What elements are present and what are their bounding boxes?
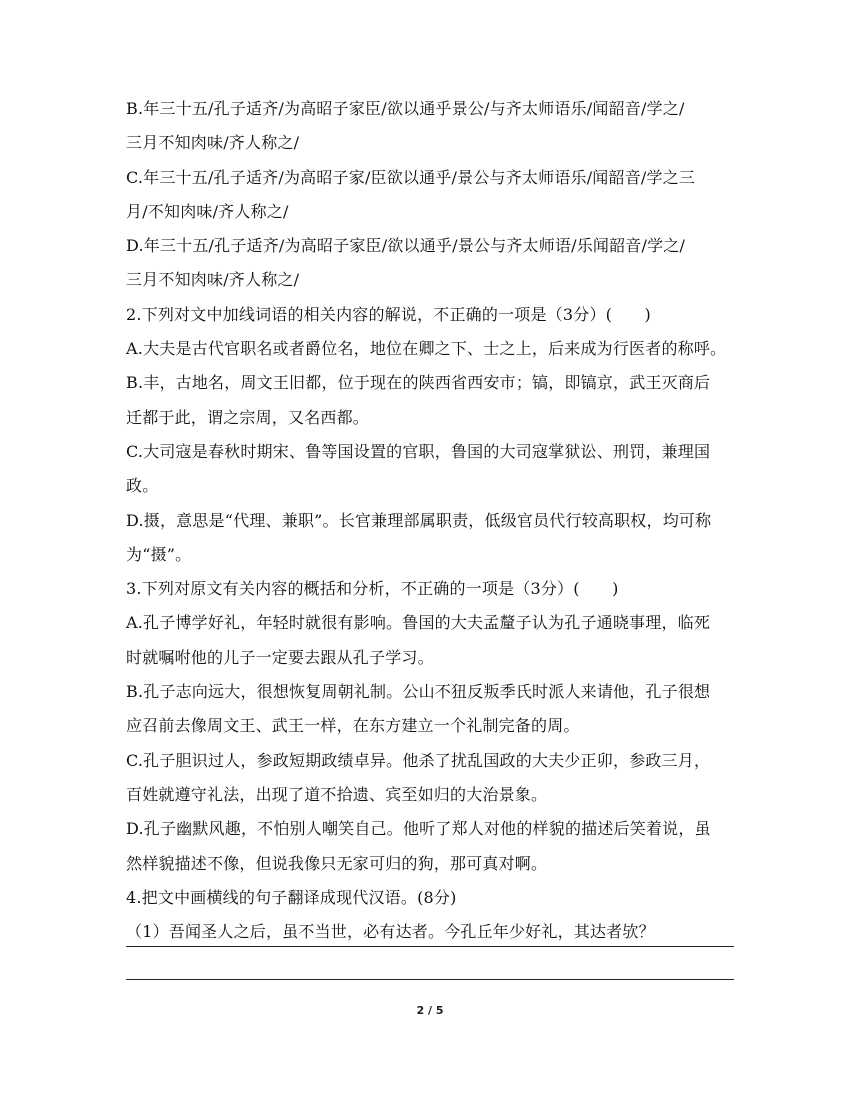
text-line: 三月不知肉味/齐人称之/ bbox=[126, 270, 300, 290]
answer-line bbox=[126, 946, 734, 947]
text-line: C.年三十五/孔子适齐/为高昭子家/臣欲以通乎/景公与齐太师语乐/闻韶音/学之三 bbox=[126, 167, 696, 187]
option-b: B.丰，古地名，周文王旧都，位于现在的陕西省西安市；镐，即镐京，武王灭商后 bbox=[126, 373, 711, 393]
option-a: A.孔子博学好礼，年轻时就很有影响。鲁国的大夫孟釐子认为孔子通晓事理，临死 bbox=[126, 613, 711, 633]
option-b: B.孔子志向远大，很想恢复周朝礼制。公山不狃反叛季氏时派人来请他，孔子很想 bbox=[126, 682, 711, 702]
text-line: 然样貌描述不像，但说我像只无家可归的狗，那可真对啊。 bbox=[126, 853, 548, 873]
text-line: 三月不知肉味/齐人称之/ bbox=[126, 133, 300, 153]
sentence-1: （1）吾闻圣人之后，虽不当世，必有达者。今孔丘年少好礼，其达者欤？ bbox=[126, 922, 655, 942]
option-c: C.孔子胆识过人，参政短期政绩卓异。他杀了扰乱国政的大夫少正卯，参政三月， bbox=[126, 750, 711, 770]
text-line: 百姓就遵守礼法，出现了道不拾遗、宾至如归的大治景象。 bbox=[126, 784, 548, 804]
text-line: 时就嘱咐他的儿子一定要去跟从孔子学习。 bbox=[126, 647, 434, 667]
answer-line bbox=[126, 979, 734, 980]
question-4-stem: 4.把文中画横线的句子翻译成现代汉语。(8分) bbox=[126, 887, 457, 907]
text-line: B.年三十五/孔子适齐/为高昭子家臣/欲以通乎景公/与齐太师语乐/闻韶音/学之/ bbox=[126, 99, 685, 118]
question-2-stem: 2.下列对文中加线词语的相关内容的解说，不正确的一项是（3分）( ) bbox=[126, 304, 651, 324]
option-c: C.大司寇是春秋时期宋、鲁等国设置的官职，鲁国的大司寇掌狱讼、刑罚，兼理国 bbox=[126, 441, 711, 461]
question-3-stem: 3.下列对原文有关内容的概括和分析，不正确的一项是（3分）( ) bbox=[126, 579, 619, 599]
text-line: 应召前去像周文王、武王一样，在东方建立一个礼制完备的周。 bbox=[126, 716, 580, 736]
page-number: 2 / 5 bbox=[416, 1004, 444, 1017]
text-line: 迁都于此，谓之宗周，又名西都。 bbox=[126, 407, 370, 427]
document-body bbox=[126, 92, 738, 949]
option-d: D.孔子幽默风趣，不怕别人嘲笑自己。他听了郑人对他的样貌的描述后笑着说，虽 bbox=[126, 819, 711, 839]
text-line: 政。 bbox=[126, 476, 159, 496]
text-line: D.年三十五/孔子适齐/为高昭子家臣/欲以通乎/景公与齐太师语/乐闻韶音/学之/ bbox=[126, 236, 686, 256]
option-a: A.大夫是古代官职名或者爵位名，地位在卿之下、士之上，后来成为行医者的称呼。 bbox=[126, 339, 727, 359]
answer-area bbox=[126, 946, 734, 1012]
text-line: 月/不知肉味/齐人称之/ bbox=[126, 201, 289, 221]
text-line: 为“摄”。 bbox=[126, 544, 192, 564]
option-d: D.摄，意思是“代理、兼职”。长官兼理部属职责，低级官员代行较高职权，均可称 bbox=[126, 510, 712, 530]
